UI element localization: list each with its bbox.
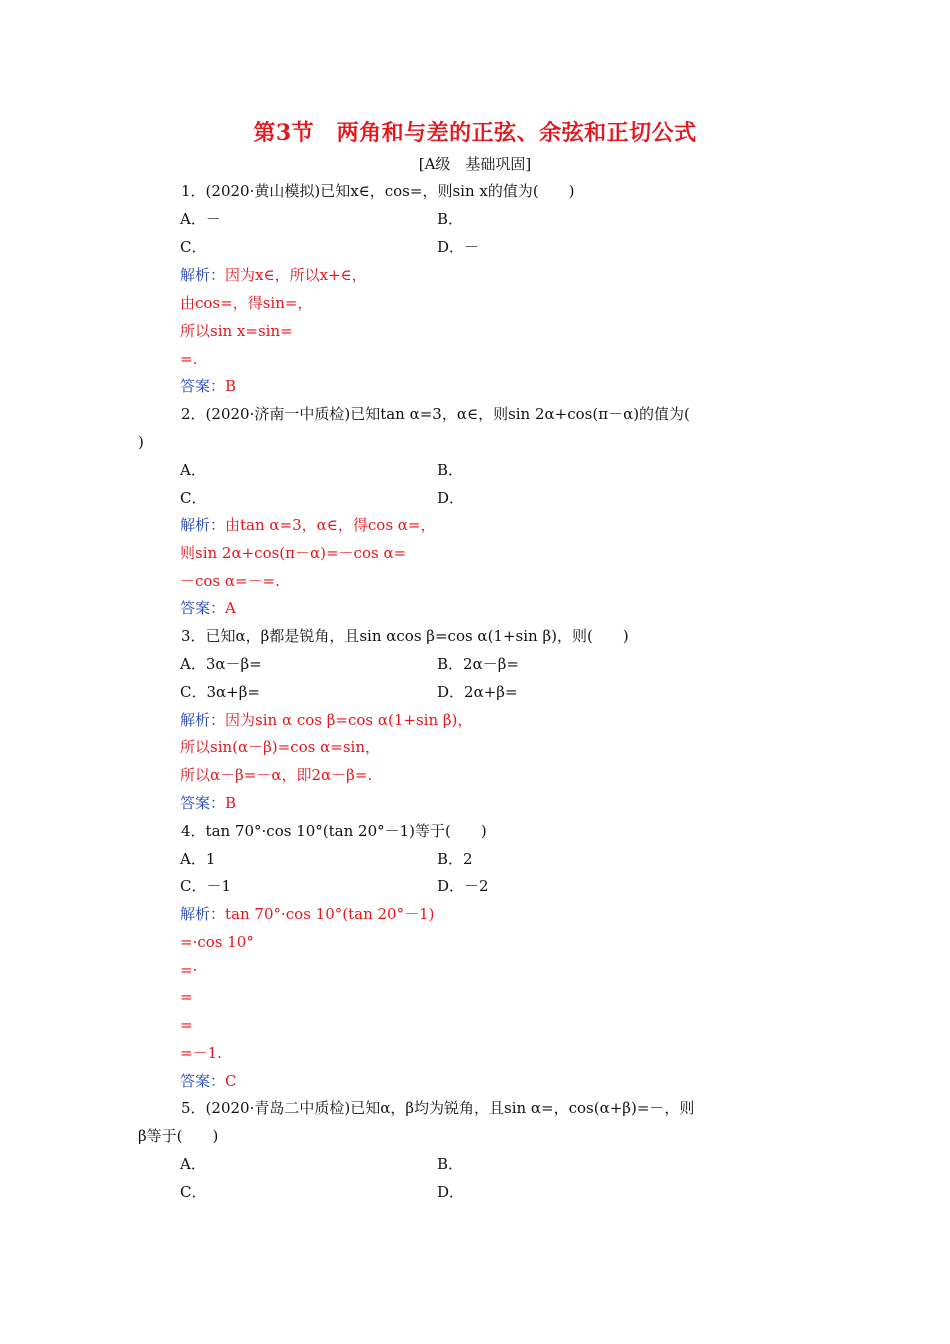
q1-analysis-line-2: 由cos=，得sin=， xyxy=(180,294,313,312)
q4-analysis-line-6: =－1. xyxy=(180,1044,222,1062)
q5-option-a: A． xyxy=(180,1155,206,1173)
analysis-label: 解析： xyxy=(180,516,226,534)
q1-analysis-line-3: 所以sin x=sin= xyxy=(180,322,293,340)
question-2-stem-cont: ) xyxy=(138,433,144,451)
q2-analysis-line-2: 则sin 2α+cos(π－α)=－cos α= xyxy=(180,544,407,562)
q3-option-b: B．2α－β= xyxy=(437,655,519,673)
q2-analysis-line-1 xyxy=(180,514,436,536)
analysis-text: 由tan α=3，α∈，得cos α=， xyxy=(225,516,436,534)
answer-value: B xyxy=(225,794,237,812)
q4-answer xyxy=(180,1070,237,1092)
q2-answer xyxy=(180,597,236,619)
q2-option-b: B． xyxy=(437,461,464,479)
q4-option-d: D．－2 xyxy=(437,877,489,895)
q3-analysis-line-2: 所以sin(α－β)=cos α=sin， xyxy=(180,738,380,756)
question-5-stem-cont: β等于( ) xyxy=(138,1127,219,1145)
question-5-stem: 5．(2020·青岛二中质检)已知α，β均为锐角，且sin α=，cos(α+β)=－，则 xyxy=(181,1099,695,1117)
question-3-stem: 3．已知α，β都是锐角，且sin αcos β=cos α(1+sin β)，则( ) xyxy=(181,627,629,645)
q2-option-a: A． xyxy=(180,461,206,479)
q5-option-b: B． xyxy=(437,1155,464,1173)
answer-value: C xyxy=(225,1072,237,1090)
question-4-stem: 4．tan 70°·cos 10°(tan 20°－1)等于( ) xyxy=(181,822,487,840)
section-level-heading: [A级 基础巩固] xyxy=(418,155,532,173)
answer-value: B xyxy=(225,377,237,395)
answer-label: 答案： xyxy=(180,377,226,395)
q1-option-c: C． xyxy=(180,238,207,256)
analysis-text: tan 70°·cos 10°(tan 20°－1) xyxy=(225,905,435,923)
q5-option-d: D． xyxy=(437,1183,465,1201)
q2-analysis-line-3: －cos α=－=. xyxy=(180,572,280,590)
answer-value: A xyxy=(225,599,236,617)
q4-option-a: A．1 xyxy=(180,850,216,868)
analysis-text: 因为sin α cos β=cos α(1+sin β)， xyxy=(225,711,473,729)
q1-option-d: D．－ xyxy=(437,238,480,256)
q1-analysis-line-1 xyxy=(180,264,367,286)
q3-answer xyxy=(180,792,236,814)
q4-analysis-line-4: = xyxy=(180,988,193,1006)
q4-analysis-line-1 xyxy=(180,903,435,925)
q5-option-c: C． xyxy=(180,1183,207,1201)
analysis-label: 解析： xyxy=(180,266,226,284)
q2-option-d: D． xyxy=(437,489,465,507)
q3-option-d: D．2α+β= xyxy=(437,683,518,701)
q2-option-c: C． xyxy=(180,489,207,507)
q3-option-c: C．3α+β= xyxy=(180,683,260,701)
q3-option-a: A．3α－β= xyxy=(180,655,262,673)
q1-option-b: B． xyxy=(437,210,464,228)
q4-analysis-line-5: = xyxy=(180,1016,193,1034)
answer-label: 答案： xyxy=(180,599,226,617)
q4-option-c: C．－1 xyxy=(180,877,232,895)
answer-label: 答案： xyxy=(180,1072,226,1090)
q1-option-a: A．－ xyxy=(180,210,221,228)
analysis-label: 解析： xyxy=(180,711,226,729)
answer-label: 答案： xyxy=(180,794,226,812)
page-title: 第3节 两角和与差的正弦、余弦和正切公式 xyxy=(253,120,697,146)
analysis-label: 解析： xyxy=(180,905,226,923)
question-2-stem: 2．(2020·济南一中质检)已知tan α=3，α∈，则sin 2α+cos(π－α)的值为( xyxy=(181,405,690,423)
q4-analysis-line-3: =· xyxy=(180,961,198,979)
q3-analysis-line-3: 所以α－β=－α，即2α－β=. xyxy=(180,766,373,784)
q1-answer xyxy=(180,375,236,397)
question-1-stem: 1．(2020·黄山模拟)已知x∈，cos=，则sin x的值为( ) xyxy=(181,182,575,200)
q1-analysis-line-4: =. xyxy=(180,350,198,368)
q4-option-b: B．2 xyxy=(437,850,473,868)
q4-analysis-line-2: =·cos 10° xyxy=(180,933,254,951)
analysis-text: 因为x∈，所以x+∈， xyxy=(225,266,367,284)
q3-analysis-line-1 xyxy=(180,709,472,731)
